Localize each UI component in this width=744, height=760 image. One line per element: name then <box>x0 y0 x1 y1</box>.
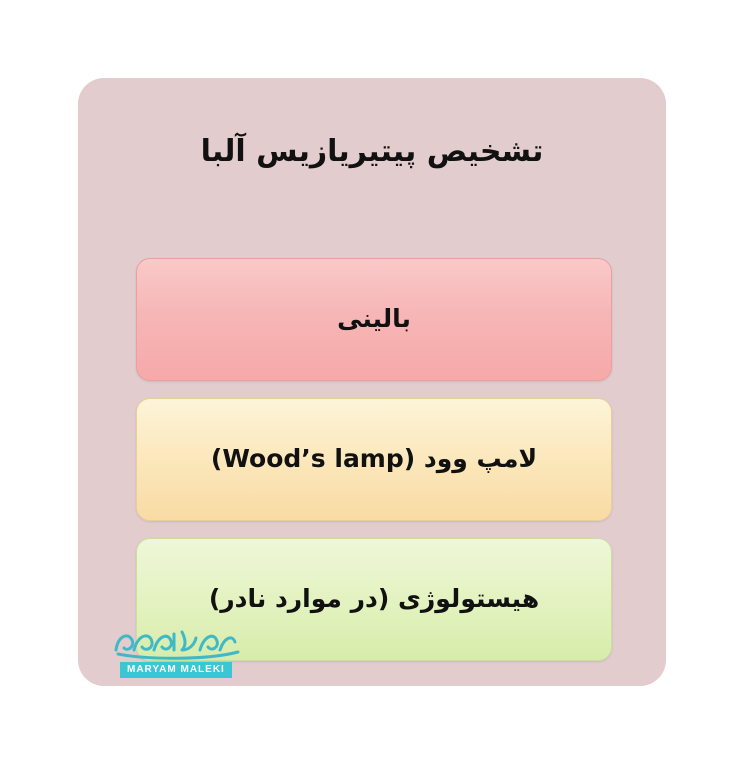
diagnosis-box-clinical <box>136 258 612 381</box>
diagnosis-container <box>78 78 666 686</box>
diagnosis-box-label: هیستولوژی (در موارد نادر) <box>208 584 540 614</box>
diagnosis-box-label: لامپ وود (Wood’s lamp) <box>210 444 538 474</box>
page-title: تشخیص پیتیریازیس آلبا <box>200 134 544 169</box>
watermark-name-label: MARYAM MALEKI <box>120 662 232 678</box>
diagnosis-box-label: بالینی <box>337 304 411 334</box>
diagnosis-box-histology <box>136 538 612 661</box>
diagnosis-box-woods-lamp <box>136 398 612 521</box>
